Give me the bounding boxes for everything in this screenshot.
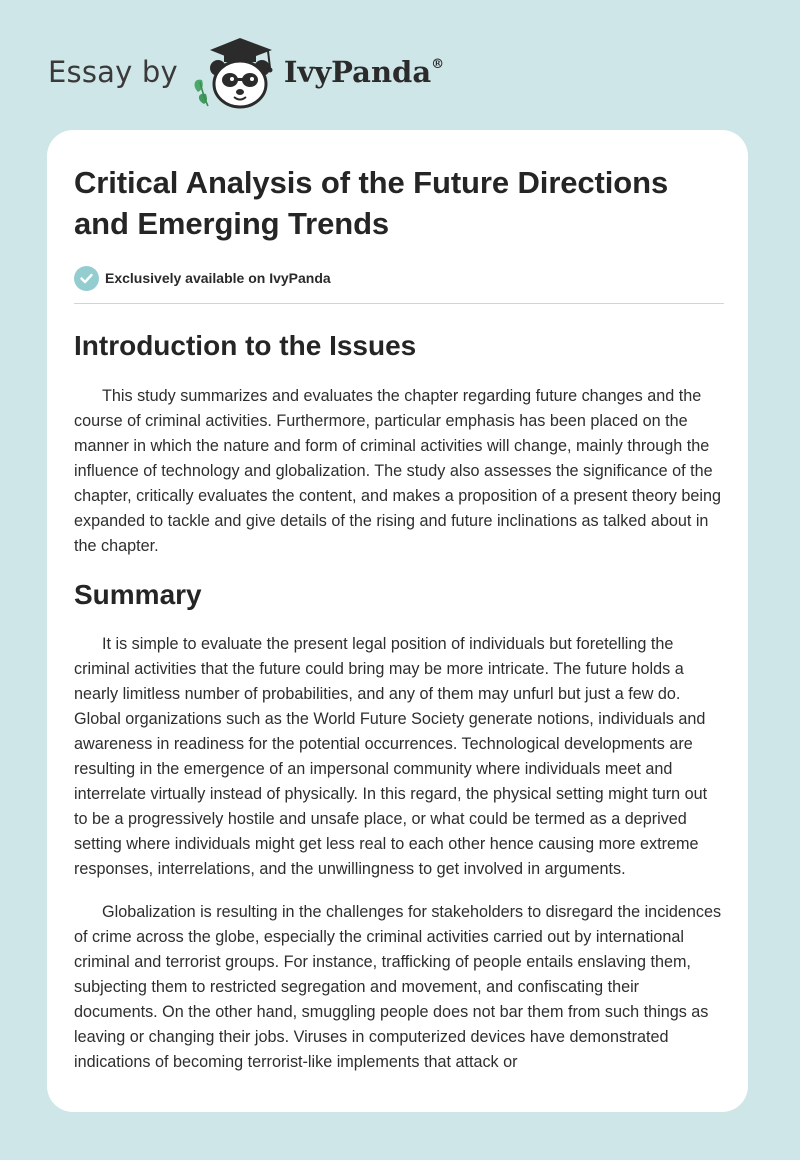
- essay-card: [47, 130, 748, 1112]
- site-header: [48, 34, 444, 110]
- paragraph-summary-1: It is simple to evaluate the present legal position of individuals but foretelling the criminal activities that the future could bring may be more intricate. The future holds a nearly limitless number of probabilities, and any of them may unfurl but just a few do. Global organizations such as the World Future Society generate notions, individuals and awareness in readiness for the potential occurrences. Technological developments are resulting in the emergence of an impersonal community where individuals meet and interrelate virtually instead of physically. In this regard, the physical setting might turn out to be a progressively hostile and unsafe place, or what could be termed as a deprived setting where individuals might get less real to each other hence causing more extreme responses, interrelations, and the unwillingness to get involved in arguments.: [74, 635, 708, 878]
- page-title: Critical Analysis of the Future Directions and Emerging Trends: [74, 165, 669, 241]
- ivypanda-logo-icon[interactable]: [190, 34, 282, 110]
- check-icon: [74, 266, 99, 291]
- registered-mark: ®: [431, 57, 445, 72]
- section-heading-summary: Summary: [74, 579, 202, 610]
- brand-name[interactable]: IvyPanda®: [283, 55, 445, 89]
- essay-content: [74, 162, 724, 1075]
- divider: [74, 303, 724, 304]
- exclusive-badge: [74, 265, 724, 291]
- paragraph-summary-2: Globalization is resulting in the challenges for stakeholders to disregard the incidences of crime across the globe, especially the criminal activities carried out by international criminal and terrorist groups. For instance, trafficking of people entails enslaving them, subjecting them to restricted segregation and movement, and confiscating their documents. On the other hand, smuggling people does not bar them from such things as leaving or changing their jobs. Viruses in computerized devices have demonstrated indications of becoming terrorist-like implements that attack or: [74, 903, 722, 1071]
- paragraph-introduction: This study summarizes and evaluates the chapter regarding future changes and the course of criminal activities. Furthermore, particular emphasis has been placed on the manner in which the nature and form of criminal activities will change, mainly through the influence of technology and globalization. The study also assesses the significance of the chapter, critically evaluates the content, and makes a proposition of a present theory being expanded to tackle and give details of the rising and future inclinations as talked about in the chapter.: [74, 387, 721, 555]
- essay-by-label: Essay by: [48, 55, 178, 89]
- section-heading-introduction: Introduction to the Issues: [74, 330, 417, 361]
- exclusive-label: Exclusively available on IvyPanda: [105, 270, 331, 286]
